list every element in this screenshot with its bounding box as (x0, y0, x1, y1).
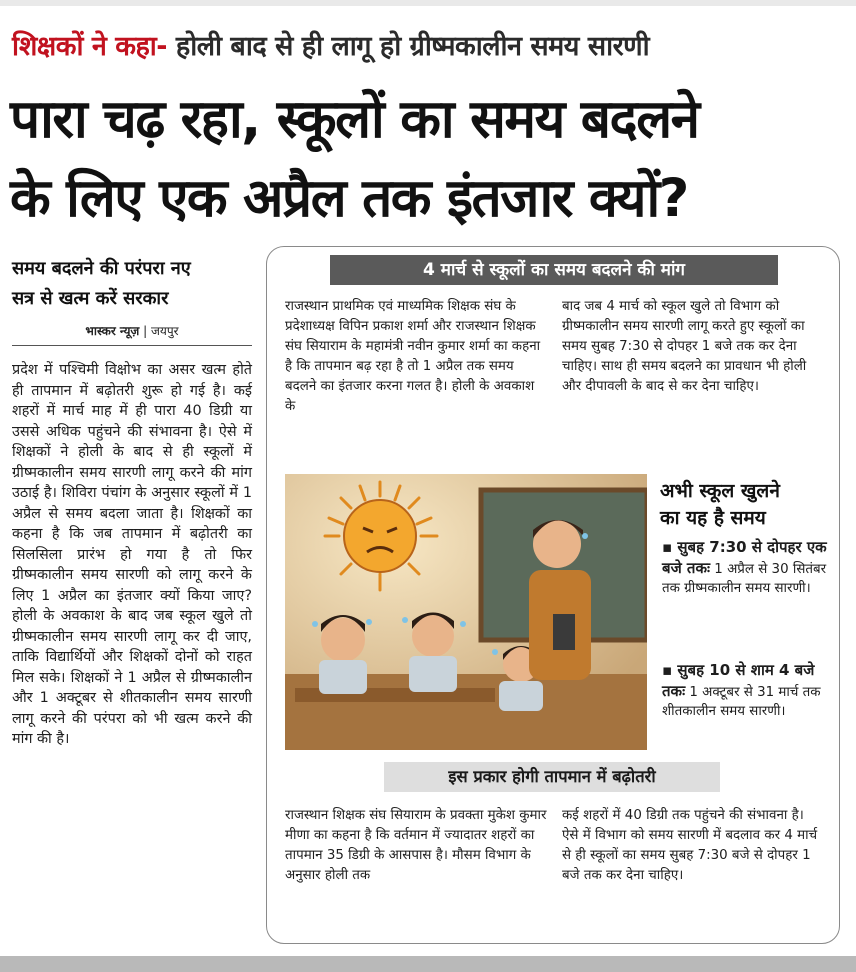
timing-item1-text: 1 अप्रैल से 30 सितंबर तक ग्रीष्मकालीन समय सारणी। (662, 562, 827, 596)
timing-item-winter (662, 660, 840, 721)
section-heading-demand: 4 मार्च से स्कूलों का समय बदलने की मांग (330, 255, 778, 285)
temp-col1-text: राजस्थान शिक्षक संघ सियाराम के प्रवक्ता मुकेश कुमार मीणा का कहना है कि वर्तमान में ज्यादातर शहरों का तापमान 35 डिग्री के आसपास है। मौसम विभाग के अनुसार होली तक (285, 808, 547, 883)
timing-item2-label: ▪ सुबह 10 से शाम 4 बजे तकः (662, 661, 815, 700)
timing-item-summer (662, 537, 840, 598)
byline-source: भास्कर न्यूज़ (85, 324, 140, 338)
timing-heading-line-2: का यह है समय (660, 507, 766, 529)
school-timing-heading (660, 478, 840, 532)
section-heading-temperature: इस प्रकार होगी तापमान में बढ़ोतरी (384, 762, 720, 792)
sun-and-sweating-classroom-illustration (285, 474, 647, 750)
left-heading-line-2: सत्र से खत्म करें सरकार (12, 288, 169, 309)
byline-city: जयपुर (151, 324, 179, 338)
demand-col1-text: राजस्थान प्राथमिक एवं माध्यमिक शिक्षक संघ के प्रदेशाध्यक्ष विपिन प्रकाश शर्मा और राजस्थान शिक्षक संघ सियाराम के महामंत्री नवीन कुमार शर्मा का कहना है कि तापमान बढ़ रहा है तो 1 अप्रैल तक समय बदलने का इंतजार करना गलत है। होली के अवकाश के (285, 299, 541, 414)
temp-col2-text: कई शहरों में 40 डिग्री तक पहुंचने की संभावना है। ऐसे में विभाग को समय सारणी में बदलाव कर 4 मार्च से ही स्कूलों का समय सुबह 7:30 बजे से दोपहर 1 बजे तक कर देना चाहिए। (562, 808, 818, 883)
timing-heading-line-1: अभी स्कूल खुलने (660, 480, 780, 502)
left-story-heading (12, 254, 252, 314)
demand-column-2 (562, 297, 824, 397)
headline (10, 80, 850, 238)
left-body-text: प्रदेश में पश्चिमी विक्षोभ का असर खत्म होते ही तापमान में बढ़ोतरी शुरू हो गई है। कई शहरों में मार्च माह में ही पारा 40 डिग्री या उससे अधिक पहुंचने की संभावना है। ऐसे में शिक्षकों ने होली के बाद से ही स्कूलों में ग्रीष्मकालीन समय सारणी लागू करने की मांग उठाई है। शिविरा पंचांग के अनुसार स्कूलों में 1 अप्रैल से समय बदला जाता है। शिक्षकों का कहना है कि जब तापमान में बढ़ोतरी का सिलसिला प्रारंभ हो गया है तो फिर ग्रीष्मकालीन समय सारणी को लागू करने के लिए 1 अप्रैल का इंतजार क्यों किया जाए? होली के अवकाश के बाद जब स्कूल खुले तो ग्रीष्मकालीन समय सारणी लागू कर दी जाए, ताकि विद्यार्थियों और शिक्षकों दोनों को राहत मिल सके। शिक्षकों ने 1 अप्रैल से ग्रीष्मकालीन और 1 अक्टूबर से शीतकालीन समय सारणी लागू करने की परंपरा को भी खत्म करने की मांग की है। (12, 362, 252, 747)
kicker-lead: शिक्षकों ने कहा- (12, 31, 167, 62)
top-border (0, 0, 856, 6)
timing-item1-label: ▪ सुबह 7:30 से दोपहर एक बजे तकः (662, 538, 827, 577)
kicker (12, 26, 649, 63)
bottom-border (0, 956, 856, 972)
temperature-column-2 (562, 806, 824, 886)
byline (12, 322, 252, 339)
headline-line-2: के लिए एक अप्रैल तक इंतजार क्यों? (10, 168, 688, 229)
demand-column-1 (285, 297, 547, 417)
byline-divider (12, 345, 252, 346)
left-heading-line-1: समय बदलने की परंपरा नए (12, 258, 191, 279)
byline-separator: | (139, 324, 151, 338)
timing-item2-text: 1 अक्टूबर से 31 मार्च तक शीतकालीन समय सारणी। (662, 685, 821, 719)
left-story-body (12, 360, 252, 750)
headline-line-1: पारा चढ़ रहा, स्कूलों का समय बदलने (10, 89, 699, 150)
demand-col2-text: बाद जब 4 मार्च को स्कूल खुले तो विभाग को ग्रीष्मकालीन समय सारणी लागू करते हुए स्कूलों का समय सुबह 7:30 से दोपहर 1 बजे तक कर देना चाहिए। साथ ही समय बदलने का प्रावधान भी होली और दीपावली के बाद से कर देना चाहिए। (562, 299, 807, 394)
kicker-text: होली बाद से ही लागू हो ग्रीष्मकालीन समय सारणी (167, 31, 650, 62)
temperature-column-1 (285, 806, 547, 886)
